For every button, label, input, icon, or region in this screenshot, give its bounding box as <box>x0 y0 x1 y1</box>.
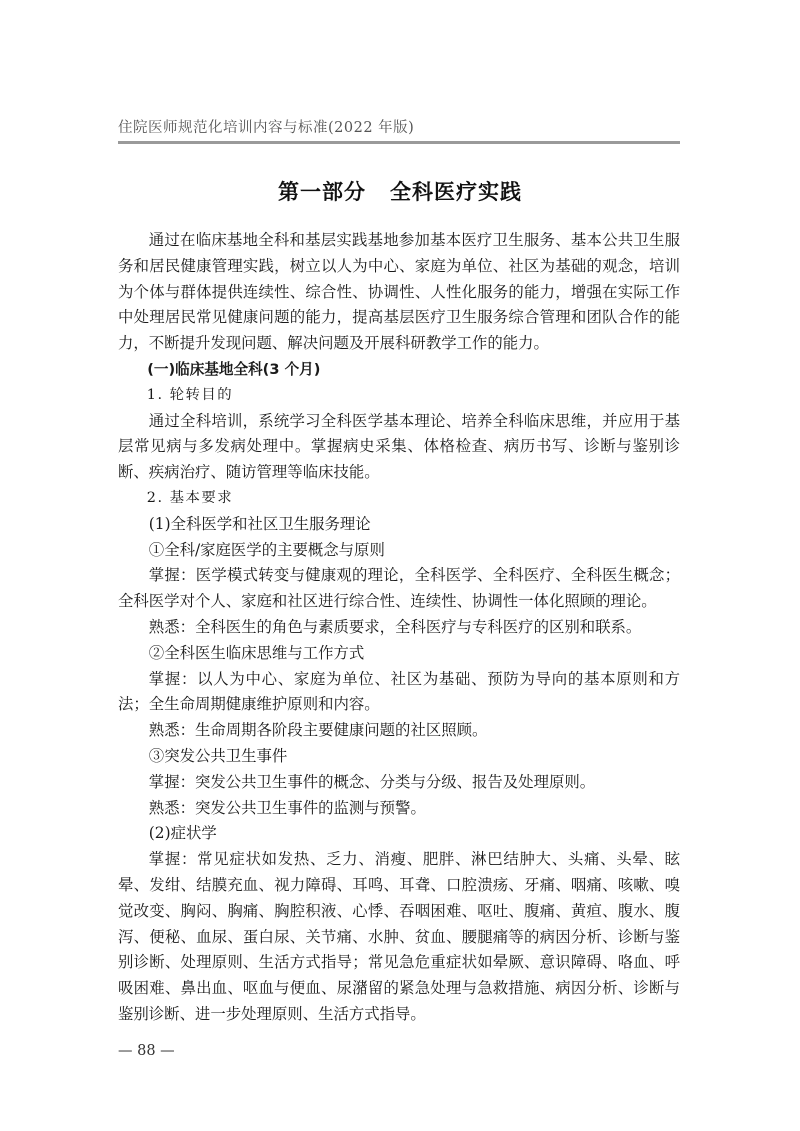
header-divider <box>118 141 680 144</box>
paragraph-familiar-roles: 熟悉：全科医生的角色与素质要求，全科医疗与专科医疗的区别和联系。 <box>148 617 642 636</box>
paragraph-master-symptoms: 掌握：常见症状如发热、乏力、消瘦、肥胖、淋巴结肿大、头痛、头晕、眩晕、发绀、结膜充血、视力障碍、耳鸣、耳聋、口腔溃疡、牙痛、咽痛、咳嗽、嗅觉改变、胸闷、胸痛、胸腔积液、心悸、吞咽困难、呕吐、腹痛、黄疸、腹水、腹泻、便秘、血尿、蛋白尿、关节痛、水肿、贫血、腰腿痛等的病因分析、诊断与鉴别诊断、处理原则、生活方式指导；常见急危重症状如晕厥、意识障碍、咯血、呼吸困难、鼻出血、呕血与便血、尿潴留的紧急处理与急救措施、病因分析、诊断与鉴别诊断、进一步处理原则、生活方式指导。 <box>118 850 680 1023</box>
list-item-theory: (1)全科医学和社区卫生服务理论 <box>148 514 371 533</box>
intro-paragraph: 通过在临床基地全科和基层实践基地参加基本医疗卫生服务、基本公共卫生服务和居民健康管理实践，树立以人为中心、家庭为单位、社区为基础的观念，培训为个体与群体提供连续性、综合性、协调性、人性化服务的能力，增强在实际工作中处理居民常见健康问题的能力，提高基层医疗卫生服务综合管理和团队合作的能力，不断提升发现问题、解决问题及开展科研教学工作的能力。 <box>118 231 680 353</box>
list-item-clinical-thinking: ②全科医生临床思维与工作方式 <box>148 643 365 662</box>
section-title <box>0 176 800 206</box>
item-heading-rotation-purpose: 1. 轮转目的 <box>146 386 234 403</box>
paragraph-familiar-lifecycle: 熟悉：生命周期各阶段主要健康问题的社区照顾。 <box>148 721 488 740</box>
page-number: — 88 — <box>118 1043 175 1059</box>
paragraph-master-concepts: 掌握：医学模式转变与健康观的理论，全科医学、全科医疗、全科医生概念；全科医学对个人、家庭和社区进行综合性、连续性、协调性一体化照顾的理论。 <box>118 566 680 611</box>
subsection-heading: (一)临床基地全科(3 个月) <box>147 360 321 378</box>
paragraph-rotation-purpose: 通过全科培训，系统学习全科医学基本理论、培养全科临床思维，并应用于基层常见病与多发病处理中。掌握病史采集、体格检查、病历书写、诊断与鉴别诊断、疾病治疗、随访管理等临床技能。 <box>118 411 680 482</box>
section-title-text: 全科医疗实践 <box>390 180 522 204</box>
list-item-concepts: ①全科/家庭医学的主要概念与原则 <box>148 540 385 559</box>
item-heading-basic-requirements: 2. 基本要求 <box>146 489 234 506</box>
running-header: 住院医师规范化培训内容与标准(2022 年版) <box>118 120 415 136</box>
paragraph-familiar-monitoring: 熟悉：突发公共卫生事件的监测与预警。 <box>148 798 426 817</box>
section-number: 第一部分 <box>278 180 366 204</box>
list-item-public-health-events: ③突发公共卫生事件 <box>148 746 288 765</box>
list-item-symptomatology: (2)症状学 <box>148 824 217 843</box>
body-text <box>118 228 680 1028</box>
paragraph-master-principles: 掌握：以人为中心、家庭为单位、社区为基础、预防为导向的基本原则和方法；全生命周期健康维护原则和内容。 <box>118 669 680 714</box>
paragraph-master-events: 掌握：突发公共卫生事件的概念、分类与分级、报告及处理原则。 <box>148 772 596 791</box>
